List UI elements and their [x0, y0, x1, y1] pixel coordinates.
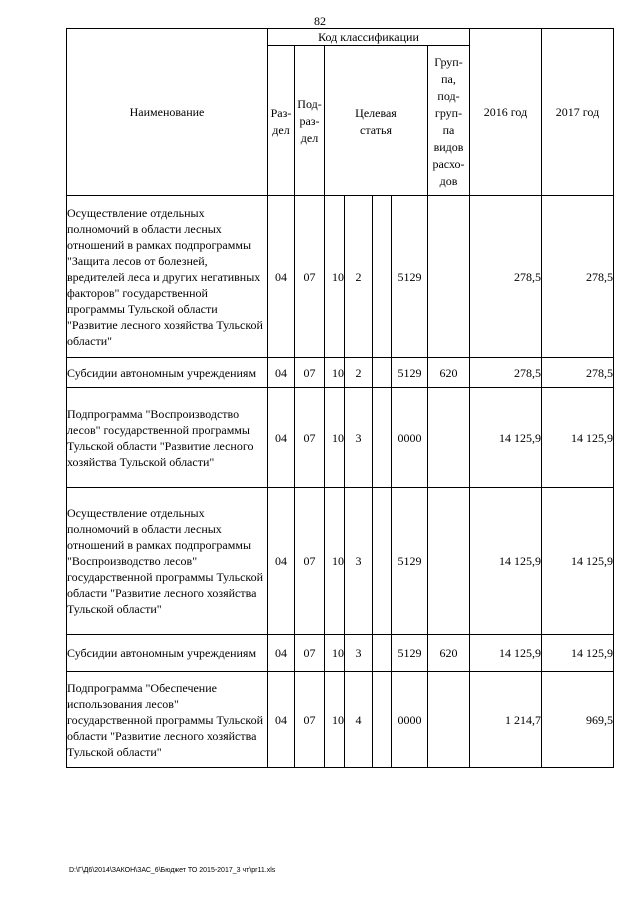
row-cs3	[373, 196, 392, 358]
footer-file-path: D:\Г\Д6\2014\ЗАКОН\ЗАС_6\Бюджет ТО 2015-2017_3 чт\pr11.xls	[69, 867, 276, 874]
row-cs1: 10	[325, 388, 345, 488]
row-name: Подпрограмма "Обеспечение использования лесов" государственной программы Тульской области "Развитие лесного хозяйства Тульской области"	[67, 672, 268, 768]
row-cs1: 10	[325, 196, 345, 358]
page-number: 82	[314, 14, 326, 28]
header-subsection: Под- раз- дел	[295, 46, 325, 196]
row-cs2: 3	[345, 388, 373, 488]
table-row	[67, 358, 614, 388]
row-cs1: 10	[325, 358, 345, 388]
row-razdel: 04	[268, 635, 295, 672]
row-vid	[428, 388, 470, 488]
row-cs1: 10	[325, 672, 345, 768]
row-cs3	[373, 358, 392, 388]
row-cs4: 0000	[392, 388, 428, 488]
row-vid	[428, 196, 470, 358]
row-vid: 620	[428, 358, 470, 388]
row-2016: 278,5	[470, 196, 542, 358]
row-cs2: 3	[345, 635, 373, 672]
row-2017: 14 125,9	[542, 388, 614, 488]
table-row	[67, 196, 614, 358]
row-2016: 14 125,9	[470, 488, 542, 635]
row-2017: 14 125,9	[542, 635, 614, 672]
budget-table	[66, 28, 614, 768]
header-classification: Код классификации	[268, 29, 470, 46]
table-row	[67, 388, 614, 488]
row-cs2: 3	[345, 488, 373, 635]
row-name: Субсидии автономным учреждениям	[67, 358, 268, 388]
row-cs3	[373, 672, 392, 768]
header-expense-group: Груп- па, под- груп- па видов расхо- дов	[428, 46, 470, 196]
row-cs1: 10	[325, 635, 345, 672]
row-razdel: 04	[268, 358, 295, 388]
row-cs4: 5129	[392, 488, 428, 635]
row-2017: 969,5	[542, 672, 614, 768]
row-2016: 14 125,9	[470, 635, 542, 672]
row-2017: 278,5	[542, 358, 614, 388]
header-year-2016: 2016 год	[470, 29, 542, 196]
row-cs4: 0000	[392, 672, 428, 768]
header-year-2017: 2017 год	[542, 29, 614, 196]
row-razdel: 04	[268, 196, 295, 358]
row-name: Осуществление отдельных полномочий в области лесных отношений в рамках подпрограммы "Воспроизводство лесов" государственной программы Тульской области "Развитие лесного хозяйства Тульской области"	[67, 488, 268, 635]
row-cs4: 5129	[392, 196, 428, 358]
row-cs3	[373, 635, 392, 672]
row-vid: 620	[428, 635, 470, 672]
table-row	[67, 672, 614, 768]
row-2016: 1 214,7	[470, 672, 542, 768]
row-cs3	[373, 388, 392, 488]
row-cs2: 2	[345, 358, 373, 388]
row-podrazdel: 07	[295, 672, 325, 768]
row-razdel: 04	[268, 488, 295, 635]
row-2016: 278,5	[470, 358, 542, 388]
table-row	[67, 488, 614, 635]
row-cs3	[373, 488, 392, 635]
row-razdel: 04	[268, 388, 295, 488]
row-podrazdel: 07	[295, 635, 325, 672]
header-row-top	[67, 29, 614, 46]
header-section: Раз- дел	[268, 46, 295, 196]
row-name: Осуществление отдельных полномочий в области лесных отношений в рамках подпрограммы "Защита лесов от болезней, вредителей леса и других негативных факторов" государственной программы Тульской области "Развитие лесного хозяйства Тульской области"	[67, 196, 268, 358]
row-cs1: 10	[325, 488, 345, 635]
row-podrazdel: 07	[295, 488, 325, 635]
row-podrazdel: 07	[295, 196, 325, 358]
row-cs2: 2	[345, 196, 373, 358]
row-cs4: 5129	[392, 635, 428, 672]
row-razdel: 04	[268, 672, 295, 768]
row-name: Субсидии автономным учреждениям	[67, 635, 268, 672]
row-2016: 14 125,9	[470, 388, 542, 488]
row-podrazdel: 07	[295, 358, 325, 388]
header-target-article: Целевая статья	[325, 46, 428, 196]
row-vid	[428, 488, 470, 635]
table-row	[67, 635, 614, 672]
row-2017: 278,5	[542, 196, 614, 358]
row-podrazdel: 07	[295, 388, 325, 488]
row-cs4: 5129	[392, 358, 428, 388]
row-vid	[428, 672, 470, 768]
row-name: Подпрограмма "Воспроизводство лесов" государственной программы Тульской области "Развитие лесного хозяйства Тульской области"	[67, 388, 268, 488]
row-cs2: 4	[345, 672, 373, 768]
row-2017: 14 125,9	[542, 488, 614, 635]
header-name: Наименование	[67, 29, 268, 196]
